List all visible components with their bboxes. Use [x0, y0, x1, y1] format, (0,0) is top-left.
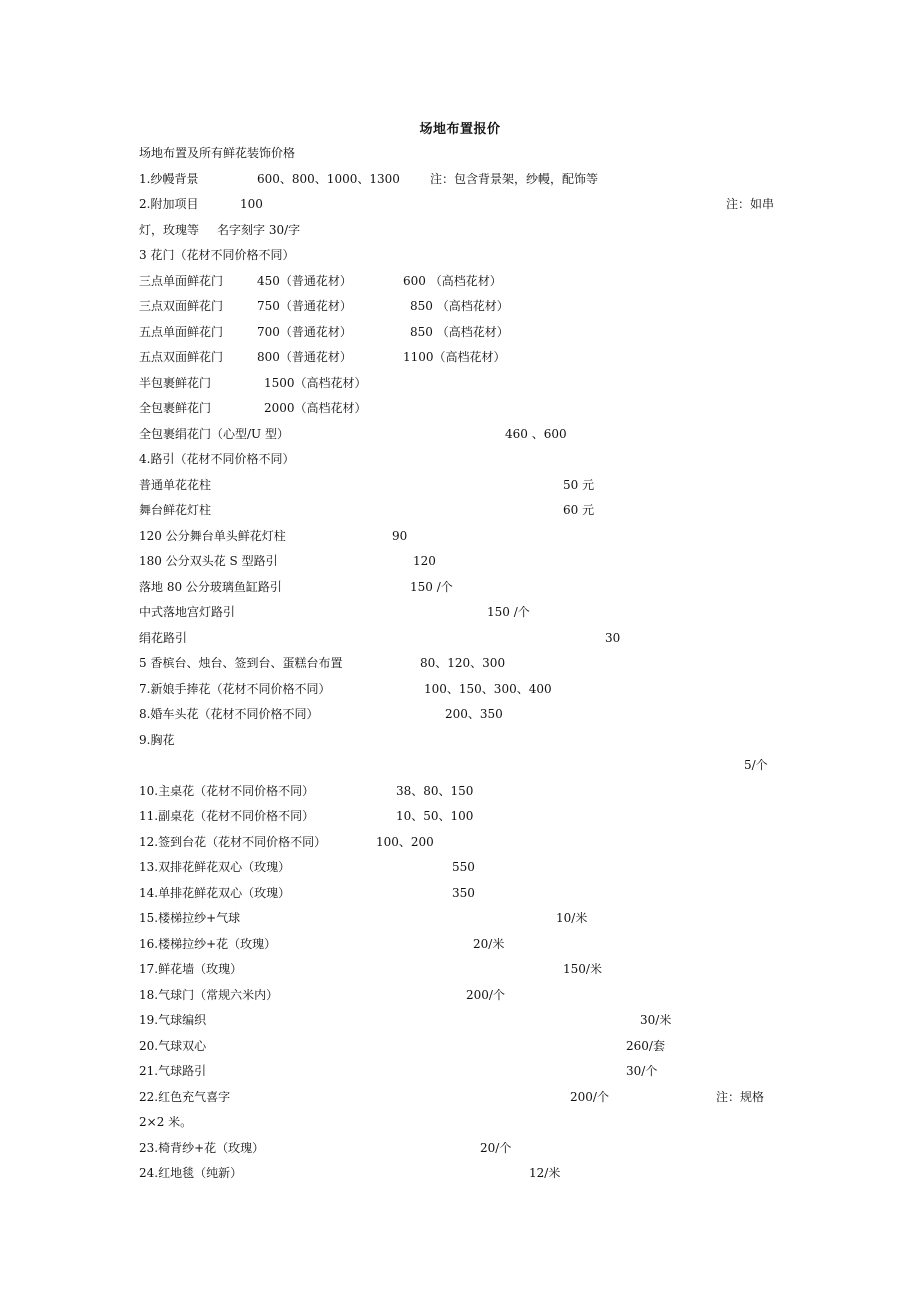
item-label: 五点单面鲜花门: [139, 325, 224, 339]
item-label: 普通单花花柱: [139, 478, 212, 492]
item-note: 注：如串: [726, 197, 775, 211]
item-value: 150 /个: [410, 580, 453, 594]
item-value: 800（普通花材）: [257, 350, 352, 364]
item-label: 灯，玫瑰等: [139, 223, 200, 237]
item-value: 200、350: [445, 707, 503, 721]
item-value: 12/米: [529, 1166, 561, 1180]
item-value: 2000（高档花材）: [264, 401, 367, 415]
item-value: 38、80、150: [396, 784, 474, 798]
item-label: 11.副桌花（花材不同价格不同）: [139, 809, 315, 823]
item-label: 180 公分双头花 S 型路引: [139, 554, 278, 568]
item-value: 30/米: [640, 1013, 672, 1027]
item-label: 落地 80 公分玻璃鱼缸路引: [139, 580, 282, 594]
item-label: 2.附加项目: [139, 197, 199, 211]
item-label: 24.红地毯（纯新）: [139, 1166, 243, 1180]
item-value: 20/米: [473, 937, 505, 951]
item-value: 550: [452, 860, 475, 874]
item-label: 10.主桌花（花材不同价格不同）: [139, 784, 315, 798]
item-value-2: 850 （高档花材）: [410, 299, 509, 313]
item-value: 10/米: [556, 911, 588, 925]
item-value: 350: [452, 886, 475, 900]
item-label: 全包裹绢花门（心型/U 型）: [139, 427, 289, 441]
item-label: 13.双排花鲜花双心（玫瑰）: [139, 860, 291, 874]
item-value: 80、120、300: [420, 656, 506, 670]
item-value: 20/个: [480, 1141, 512, 1155]
item-label: 五点双面鲜花门: [139, 350, 224, 364]
page-title: 场地布置报价: [419, 122, 501, 137]
item-value: 700（普通花材）: [257, 325, 352, 339]
item-label: 绢花路引: [139, 631, 188, 645]
item-value: 200/个: [466, 988, 505, 1002]
item-label: 1.纱幔背景: [139, 172, 199, 186]
item-value: 460 、600: [505, 427, 567, 441]
item-value: 名字刻字 30/字: [217, 223, 301, 237]
item-value-2: 600 （高档花材）: [403, 274, 502, 288]
item-value-2: 1100（高档花材）: [403, 350, 506, 364]
item-label: 15.楼梯拉纱+气球: [139, 911, 241, 925]
item-label: 19.气球编织: [139, 1013, 207, 1027]
item-value: 100、200: [376, 835, 434, 849]
item-label: 舞台鲜花灯柱: [139, 503, 212, 517]
section-heading: 3 花门（花材不同价格不同）: [139, 248, 295, 262]
item-label: 中式落地宫灯路引: [139, 605, 236, 619]
item-value: 30/个: [626, 1064, 658, 1078]
item-value: 1500（高档花材）: [264, 376, 367, 390]
item-value: 120: [413, 554, 436, 568]
item-note: 注：规格: [716, 1090, 765, 1104]
item-value: 150/米: [563, 962, 602, 976]
item-value: 90: [392, 529, 408, 543]
item-value: 10、50、100: [396, 809, 474, 823]
item-label: 18.气球门（常规六米内）: [139, 988, 279, 1002]
item-value: 100、150、300、400: [424, 682, 552, 696]
item-value: 260/套: [626, 1039, 665, 1053]
item-label: 14.单排花鲜花双心（玫瑰）: [139, 886, 291, 900]
item-label: 三点单面鲜花门: [139, 274, 224, 288]
item-label: 23.椅背纱+花（玫瑰）: [139, 1141, 265, 1155]
item-label: 三点双面鲜花门: [139, 299, 224, 313]
item-value: 60 元: [563, 503, 595, 517]
item-value: 30: [605, 631, 621, 645]
item-label: 2×2 米。: [139, 1115, 193, 1129]
item-label: 8.婚车头花（花材不同价格不同）: [139, 707, 319, 721]
item-label: 9.胸花: [139, 733, 175, 747]
item-value: 200/个: [570, 1090, 609, 1104]
item-value: 100: [240, 197, 263, 211]
item-label: 22.红色充气喜字: [139, 1090, 231, 1104]
item-value: 750（普通花材）: [257, 299, 352, 313]
item-label: 20.气球双心: [139, 1039, 207, 1053]
subtitle: 场地布置及所有鲜花装饰价格: [139, 146, 296, 160]
item-label: 12.签到台花（花材不同价格不同）: [139, 835, 327, 849]
item-value: 50 元: [563, 478, 595, 492]
item-label: 全包裹鲜花门: [139, 401, 212, 415]
item-label: 16.楼梯拉纱+花（玫瑰）: [139, 937, 277, 951]
item-value: 5/个: [744, 758, 768, 772]
item-label: 半包裹鲜花门: [139, 376, 212, 390]
section-heading: 4.路引（花材不同价格不同）: [139, 452, 295, 466]
item-value: 600、800、1000、1300: [257, 172, 400, 186]
item-value: 450（普通花材）: [257, 274, 352, 288]
item-value-2: 850 （高档花材）: [410, 325, 509, 339]
item-label: 21.气球路引: [139, 1064, 207, 1078]
item-label: 7.新娘手捧花（花材不同价格不同）: [139, 682, 331, 696]
item-note: 注：包含背景架，纱幔，配饰等: [430, 172, 599, 186]
item-label: 5 香槟台、烛台、签到台、蛋糕台布置: [139, 656, 343, 670]
item-label: 17.鲜花墙（玫瑰）: [139, 962, 243, 976]
item-label: 120 公分舞台单头鲜花灯柱: [139, 529, 286, 543]
item-value: 150 /个: [487, 605, 530, 619]
